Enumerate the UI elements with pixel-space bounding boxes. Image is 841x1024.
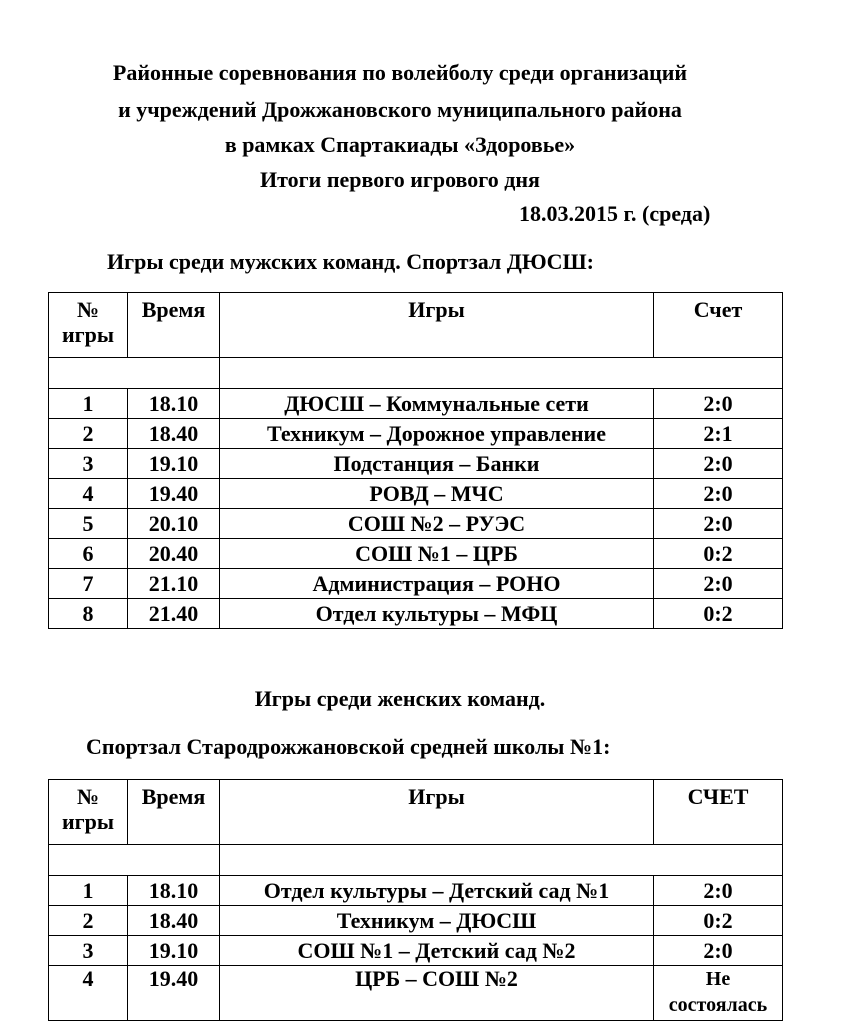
game-number: 2 xyxy=(49,419,128,449)
game-time: 19.10 xyxy=(128,449,220,479)
women-section-title: Игры среди женских команд. xyxy=(254,686,546,711)
header-score: Счет xyxy=(654,293,783,358)
game-time: 18.10 xyxy=(128,876,220,906)
table-row xyxy=(49,539,783,569)
table-row xyxy=(49,966,783,1021)
game-score: 2:0 xyxy=(654,936,783,966)
game-time: 20.10 xyxy=(128,509,220,539)
game-number: 7 xyxy=(49,569,128,599)
header-games: Игры xyxy=(220,780,654,845)
game-time: 18.40 xyxy=(128,906,220,936)
game-score: 2:0 xyxy=(654,449,783,479)
game-time: 19.40 xyxy=(128,479,220,509)
table-row xyxy=(49,449,783,479)
game-number: 4 xyxy=(49,966,128,1021)
doc-date: 18.03.2015 г. (среда) xyxy=(519,201,711,226)
table-header-row xyxy=(49,780,783,845)
game-teams: СОШ №2 – РУЭС xyxy=(220,509,654,539)
table-row xyxy=(49,599,783,629)
game-teams: РОВД – МЧС xyxy=(220,479,654,509)
game-teams: Техникум – ДЮСШ xyxy=(220,906,654,936)
game-time: 18.40 xyxy=(128,419,220,449)
game-number: 1 xyxy=(49,876,128,906)
game-time: 21.40 xyxy=(128,599,220,629)
women-results-table xyxy=(48,779,783,1021)
table-blank-row xyxy=(49,845,783,876)
game-teams: Подстанция – Банки xyxy=(220,449,654,479)
table-row xyxy=(49,936,783,966)
header-score: СЧЕТ xyxy=(654,780,783,845)
game-teams: ДЮСШ – Коммунальные сети xyxy=(220,389,654,419)
game-score: 2:0 xyxy=(654,509,783,539)
header-game-number: № игры xyxy=(49,293,128,358)
table-row xyxy=(49,479,783,509)
game-teams: СОШ №1 – ЦРБ xyxy=(220,539,654,569)
game-score: 2:0 xyxy=(654,876,783,906)
game-number: 4 xyxy=(49,479,128,509)
game-number: 2 xyxy=(49,906,128,936)
game-number: 3 xyxy=(49,936,128,966)
game-teams: Техникум – Дорожное управление xyxy=(220,419,654,449)
game-number: 5 xyxy=(49,509,128,539)
game-score: Не состоялась xyxy=(654,966,783,1021)
doc-title-line-4: Итоги первого игрового дня xyxy=(260,167,540,192)
doc-title-line-3: в рамках Спартакиады «Здоровье» xyxy=(224,132,576,157)
women-venue-title: Спортзал Стародрожжановской средней школы №1: xyxy=(86,734,611,759)
game-number: 3 xyxy=(49,449,128,479)
game-score: 2:0 xyxy=(654,569,783,599)
table-row xyxy=(49,509,783,539)
table-blank-row xyxy=(49,358,783,389)
header-time: Время xyxy=(128,293,220,358)
game-time: 21.10 xyxy=(128,569,220,599)
table-row xyxy=(49,569,783,599)
game-teams: Администрация – РОНО xyxy=(220,569,654,599)
men-results-table xyxy=(48,292,783,629)
game-teams: СОШ №1 – Детский сад №2 xyxy=(220,936,654,966)
game-score: 2:1 xyxy=(654,419,783,449)
header-game-number: № игры xyxy=(49,780,128,845)
table-row xyxy=(49,419,783,449)
game-score: 0:2 xyxy=(654,599,783,629)
game-score: 0:2 xyxy=(654,539,783,569)
game-score: 2:0 xyxy=(654,479,783,509)
game-number: 6 xyxy=(49,539,128,569)
doc-title-line-1: Районные соревнования по волейболу среди организаций xyxy=(112,60,688,85)
game-number: 1 xyxy=(49,389,128,419)
header-games: Игры xyxy=(220,293,654,358)
table-row xyxy=(49,876,783,906)
game-teams: ЦРБ – СОШ №2 xyxy=(220,966,654,1021)
game-time: 18.10 xyxy=(128,389,220,419)
game-time: 19.10 xyxy=(128,936,220,966)
table-row xyxy=(49,389,783,419)
game-score: 0:2 xyxy=(654,906,783,936)
doc-title-line-2: и учреждений Дрожжановского муниципального района xyxy=(118,97,682,122)
game-teams: Отдел культуры – МФЦ xyxy=(220,599,654,629)
table-header-row xyxy=(49,293,783,358)
game-time: 20.40 xyxy=(128,539,220,569)
table-row xyxy=(49,906,783,936)
game-time: 19.40 xyxy=(128,966,220,1021)
header-time: Время xyxy=(128,780,220,845)
men-section-title: Игры среди мужских команд. Спортзал ДЮСШ: xyxy=(107,249,595,274)
game-teams: Отдел культуры – Детский сад №1 xyxy=(220,876,654,906)
game-number: 8 xyxy=(49,599,128,629)
game-score: 2:0 xyxy=(654,389,783,419)
